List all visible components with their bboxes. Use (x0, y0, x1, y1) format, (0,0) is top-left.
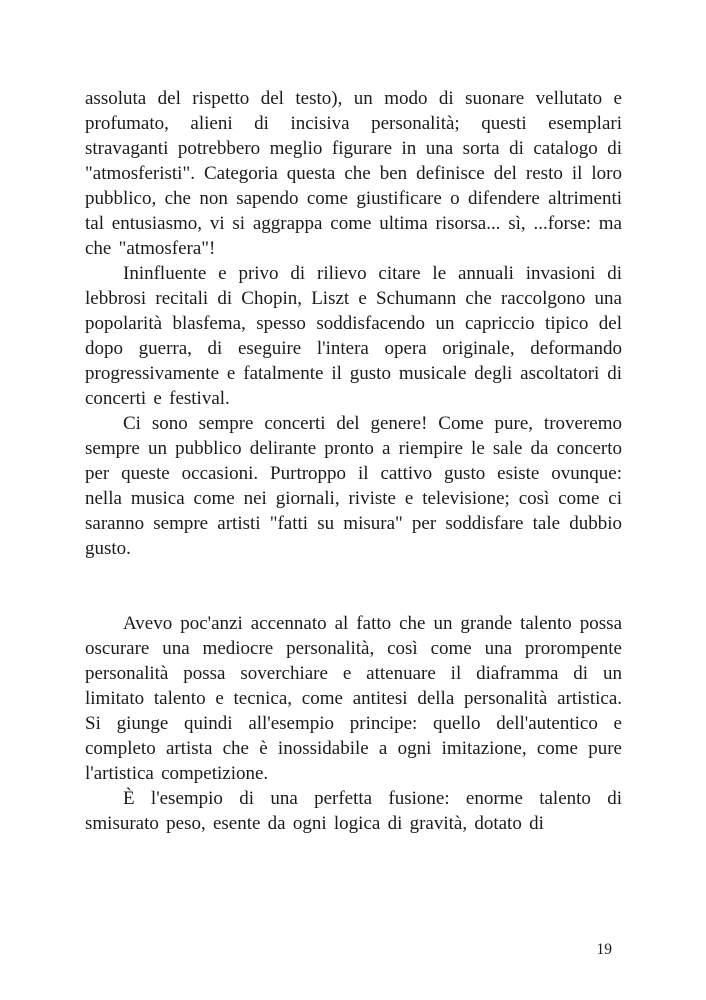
paragraph: Ininfluente e privo di rilievo citare le annuali invasioni di lebbrosi recitali di Chopin, Liszt e Schumann che raccolgono una popolarità blasfema, spesso soddisfacendo un capriccio tipico del dopo guerra, di eseguire l'intera opera originale, deformando progressivamente e fatalmente il gusto musicale degli ascoltatori di concerti e festival. (85, 263, 622, 409)
paragraph: È l'esempio di una perfetta fusione: enorme talento di smisurato peso, esente da ogni logica di gravità, dotato di (85, 788, 622, 834)
paragraph: Ci sono sempre concerti del genere! Come pure, troveremo sempre un pubblico delirante pronto a riempire le sale da concerto per queste occasioni. Purtroppo il cattivo gusto esiste ovunque: nella musica come nei giornali, riviste e televisione; così come ci saranno sempre artisti "fatti su misura" per soddisfare tale dubbio gusto. (85, 413, 622, 559)
paragraph: Avevo poc'anzi accennato al fatto che un grande talento possa oscurare una mediocre personalità, così come una prorompente personalità possa soverchiare e attenuare il diaframma di un limitato talento e tecnica, come antitesi della personalità artistica. Si giunge quindi all'esempio principe: quello dell'autentico e completo artista che è inossidabile a ogni imitazione, come pure l'artistica competizione. (85, 613, 622, 784)
page-text (85, 86, 622, 836)
paragraph: assoluta del rispetto del testo), un modo di suonare vellutato e profumato, alieni di incisiva personalità; questi esemplari stravaganti potrebbero meglio figurare in una sorta di catalogo di "atmosferisti". Categoria questa che ben definisce del resto il loro pubblico, che non sapendo come giustificare o difendere altrimenti tal entusiasmo, vi si aggrappa come ultima risorsa... sì, ...forse: ma che "atmosfera"! (85, 88, 622, 259)
page-number: 19 (596, 941, 612, 958)
